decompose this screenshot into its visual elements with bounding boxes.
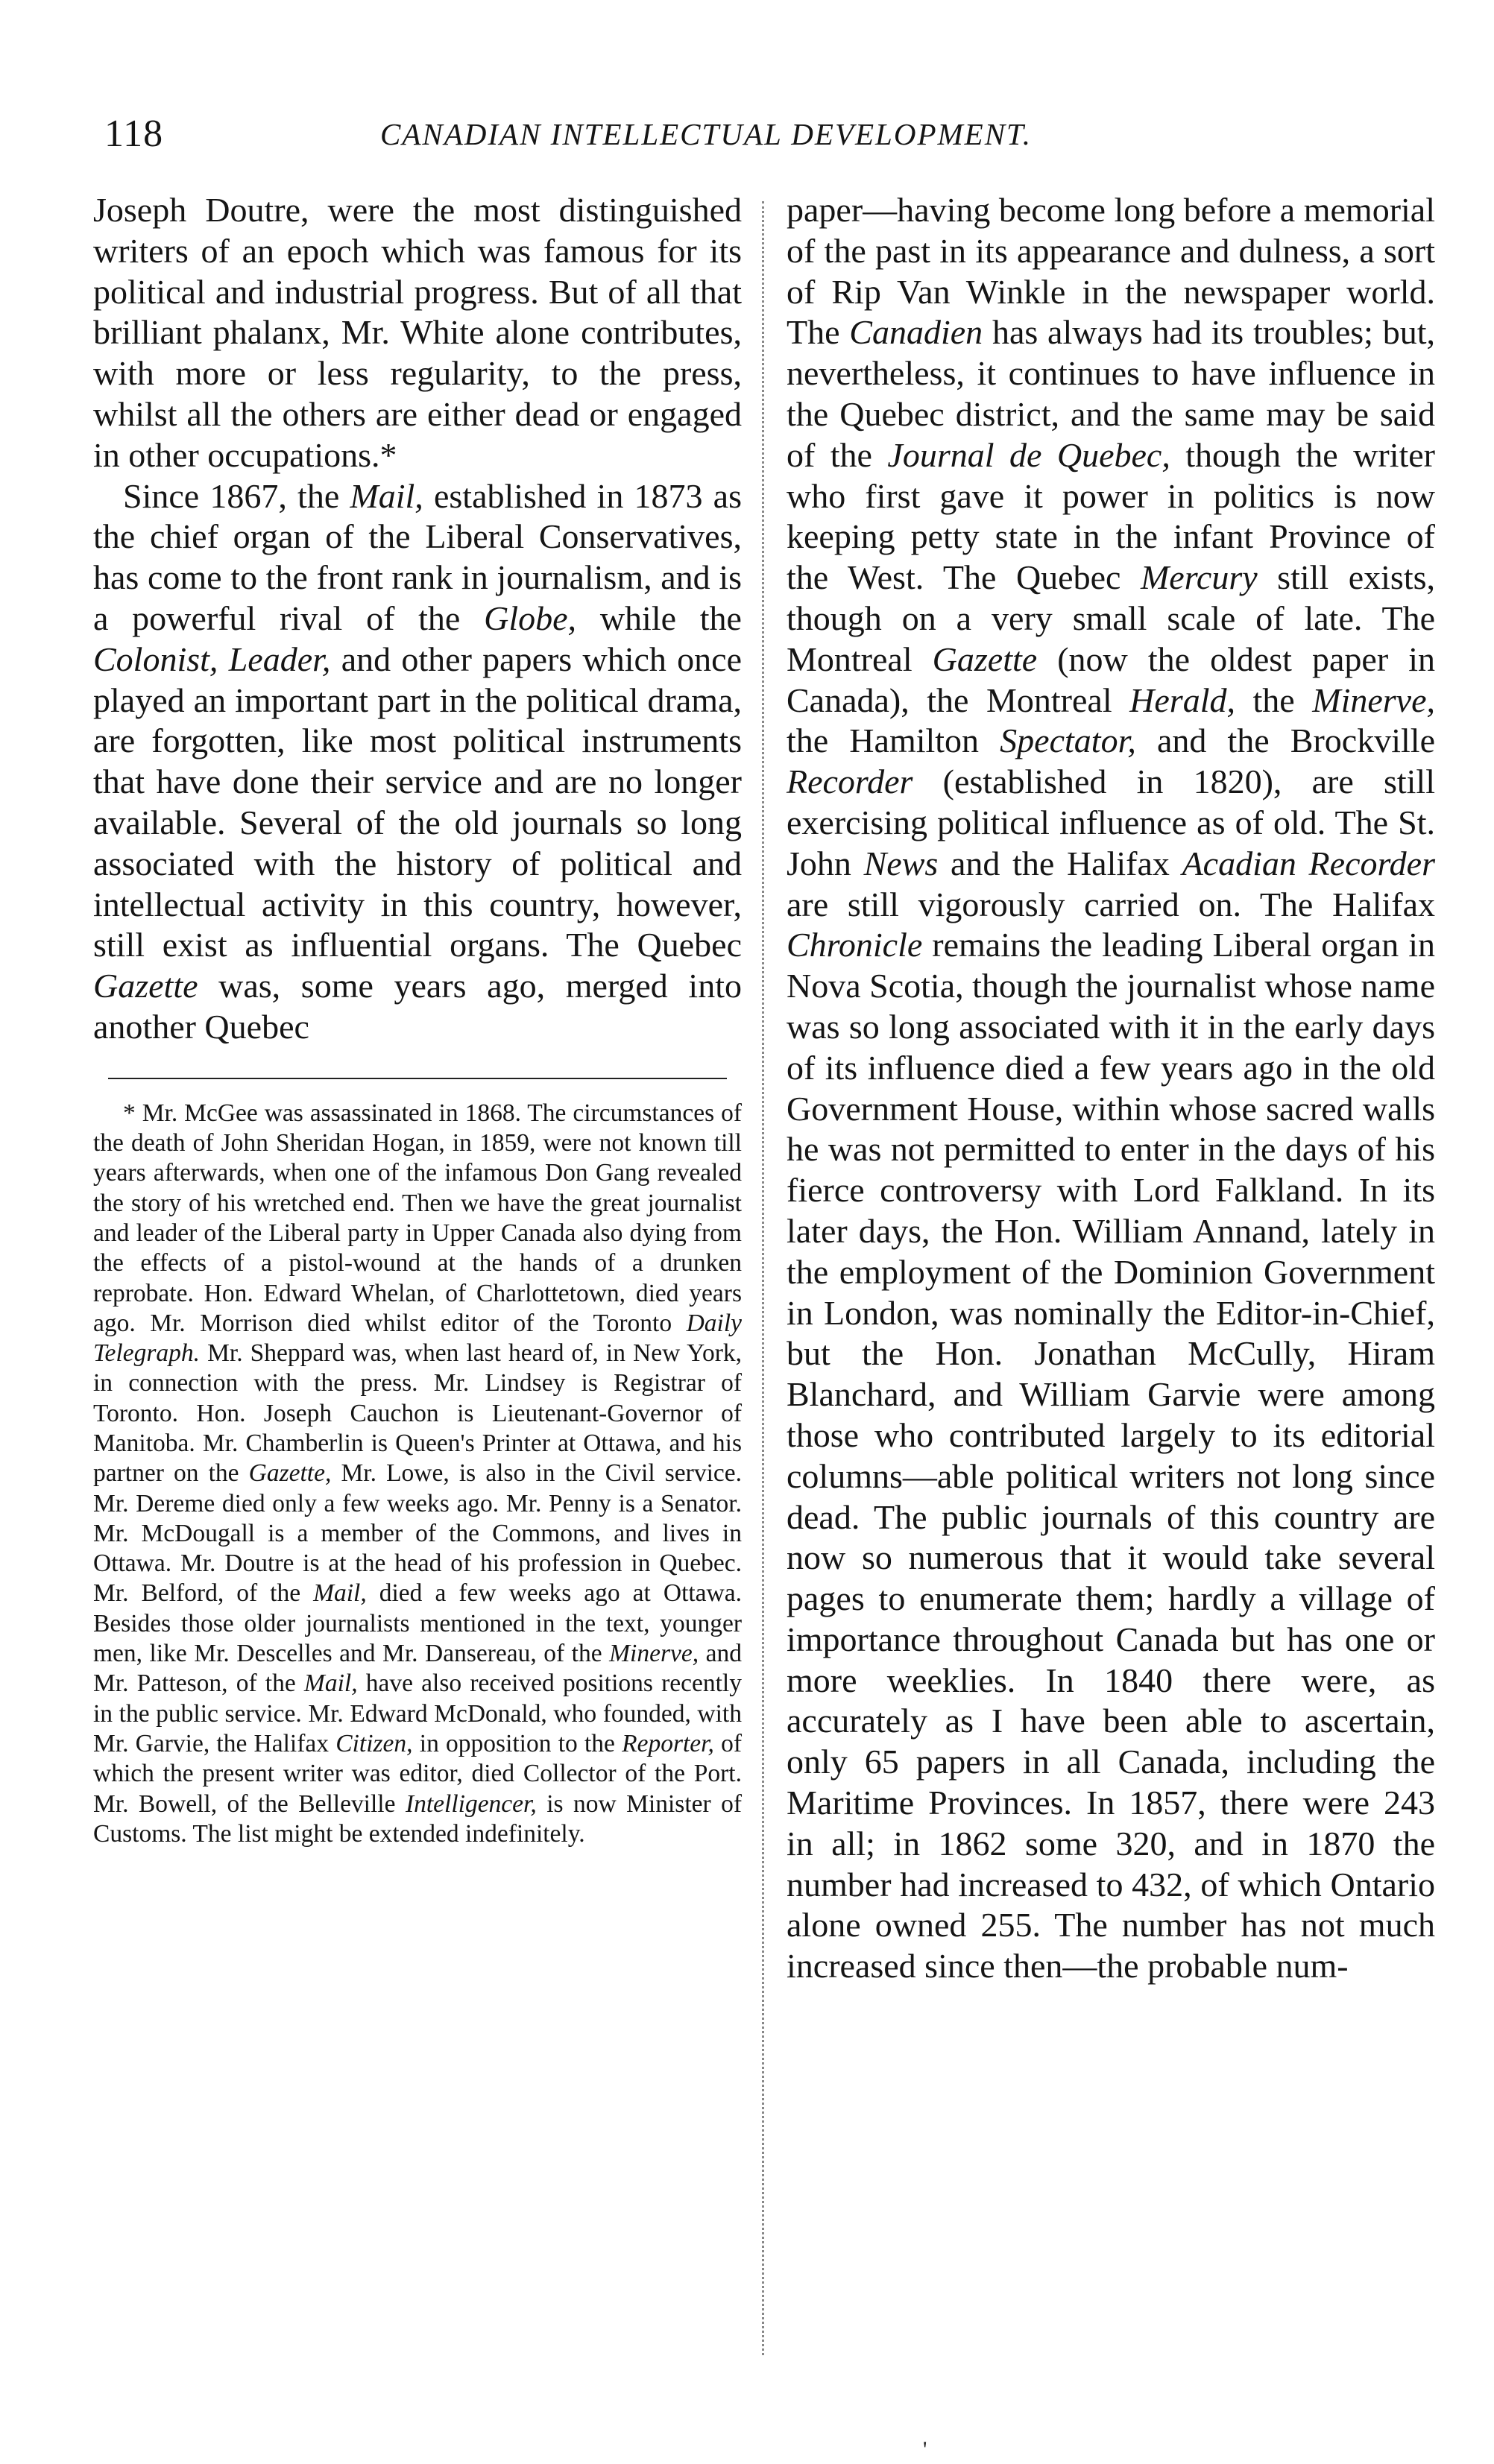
- paragraph-3: [787, 190, 1435, 1987]
- text-span: and Mr. Patteson, of the: [93, 1640, 742, 1698]
- italic-title: Citizen,: [335, 1729, 413, 1757]
- page-mark: ': [923, 2437, 927, 2462]
- footnote-rule: [108, 1078, 727, 1079]
- italic-title: Reporter,: [622, 1729, 714, 1757]
- text-span: paper—having become long before a memorial of the past in its appearance and dulness, a sort of Rip Van Winkle in the newspaper world. The: [787, 191, 1435, 352]
- text-span: (now the oldest paper in Canada), the Montreal: [787, 639, 1435, 719]
- text-span: and the Brockville: [1135, 721, 1435, 760]
- italic-title: Gazette: [932, 639, 1038, 678]
- italic-title: Gazette,: [248, 1459, 332, 1488]
- text-span: and the Halifax: [938, 844, 1182, 882]
- italic-title: Daily Telegraph.: [93, 1309, 742, 1368]
- paragraph-2: [93, 476, 742, 1048]
- italic-title: Minerve,: [609, 1640, 699, 1668]
- italic-title: News: [863, 844, 939, 882]
- text-span: * Mr. McGee was assassinated in 1868. The circumstances of the death of John Sheridan Hogan, in 1859, were not known till years afterwards, when one of the infamous Don Gang revealed the story of his wretched end. Then we have the great journalist and leader of the Liberal party in Upper Canada also dying from the effects of a pistol-wound at the hands of a drunken reprobate. Hon. Edward Whelan, of Charlottetown, died years ago. Mr. Morrison died whilst editor of the Toronto: [93, 1099, 742, 1337]
- text-span: Mr. Sheppard was, when last heard of, in New York, in connection with the press. Mr. Lindsey is Registrar of Toronto. Hon. Joseph Cauchon is Lieutenant-Governor of Manitoba. Mr. Chamberlin is Queen's Printer at Ottawa, and his partner on the: [93, 1339, 742, 1488]
- text-span: the Hamilton: [787, 721, 1000, 760]
- text-span: (established in 1820), are still exercising political influence as of old. The St. John: [787, 762, 1435, 882]
- italic-title: Minerve,: [1312, 680, 1436, 719]
- italic-title: Mail,: [313, 1579, 367, 1608]
- italic-title: Canadien: [849, 313, 983, 352]
- italic-title-colonist-leader: Colonist, Leader,: [93, 639, 331, 678]
- italic-title: Acadian Recorder: [1182, 844, 1436, 882]
- left-column: [93, 190, 742, 1849]
- text-span: has always had its troubles; but, nevertheless, it continues to have influence in the Quebec district, and the same may be said of the: [787, 313, 1435, 474]
- italic-title-mail: Mail,: [350, 476, 423, 515]
- page-header: [97, 112, 1424, 171]
- right-column: [787, 190, 1435, 1987]
- text-span: is now Minister of Customs. The list might be extended indefinitely.: [93, 1789, 743, 1848]
- footnote: [93, 1099, 742, 1849]
- text-span: though the writer who first gave it power in politics is now keeping petty state in the infant Province of the West. The Quebec: [787, 435, 1435, 597]
- text-span: are still vigorously carried on. The Halifax: [787, 885, 1435, 923]
- italic-title: Mercury: [1140, 558, 1258, 597]
- text-span: while the: [576, 598, 742, 637]
- italic-title-globe: Globe,: [484, 598, 577, 637]
- italic-title: Spectator,: [1000, 721, 1136, 760]
- running-head: CANADIAN INTELLECTUAL DEVELOPMENT.: [380, 117, 1033, 151]
- italic-title: Chronicle: [787, 926, 923, 964]
- text-span: in opposition to the: [412, 1729, 622, 1757]
- paragraph-1: Joseph Doutre, were the most distinguished writers of an epoch which was famous for its political and industrial progress. But of all that brilliant phalanx, Mr. White alone contributes, with more or less regularity, to the press, whilst all the others are either dead or engaged in other occupations.*: [93, 191, 742, 474]
- italic-title: Herald,: [1129, 680, 1235, 719]
- italic-title: Intelligencer,: [405, 1789, 537, 1818]
- text-span: Mr. Lowe, is also in the Civil service. Mr. Dereme died only a few weeks ago. Mr. Penny is a Senator. Mr. McDougall is a member of the Commons, and lives in Ottawa. Mr. Doutre is at the head of his profession in Quebec. Mr. Belford, of the: [93, 1459, 742, 1608]
- italic-title: Mail,: [303, 1669, 358, 1698]
- italic-title-gazette: Gazette: [93, 967, 198, 1005]
- footnote-text: [93, 1099, 742, 1849]
- text-span: died a few weeks ago at Ottawa. Besides those older journalists mentioned in the text, younger men, like Mr. Descelles and Mr. Dansereau, of the: [93, 1579, 742, 1668]
- column-divider: [762, 201, 764, 2355]
- text-span: of which the present writer was editor, died Collector of the Port. Mr. Bowell, of the Belleville: [93, 1729, 742, 1818]
- text-span: remains the leading Liberal organ in Nova Scotia, though the journalist whose name was so long associated with it in the early days of its influence died a few years ago in the old Government House, within whose sacred walls he was not permitted to enter in the days of his fierce controversy with Lord Falkland. In its later days, the Hon. William Annand, lately in the employment of the Dominion Government in London, was nominally the Editor-in-Chief, but the Hon. Jonathan McCully, Hiram Blanchard, and William Garvie were among those who contributed largely to its editorial columns—able political writers not long since dead. The public journals of this country are now so numerous that it would take several pages to enumerate them; hardly a village of importance throughout Canada but has one or more weeklies. In 1840 there were, as accurately as I have been able to ascertain, only 65 papers in all Canada, including the Maritime Provinces. In 1857, there were 243 in all; in 1862 some 320, and in 1870 the number had increased to 432, of which Ontario alone owned 255. The number has not much increased since then—the probable num-: [787, 926, 1436, 1986]
- text-span: the: [1235, 680, 1313, 719]
- text-span: established in 1873 as the chief organ of the Liberal Conservatives, has come to the front rank in journalism, and is a powerful rival of the: [93, 476, 742, 637]
- page-number: 118: [104, 113, 164, 155]
- text-span: have also received positions recently in the public service. Mr. Edward McDonald, who founded, with Mr. Garvie, the Halifax: [93, 1669, 742, 1757]
- text-span: Since 1867, the: [123, 476, 350, 515]
- italic-title: Recorder: [787, 762, 913, 801]
- text-span: and other papers which once played an important part in the political drama, are forgotten, like most political instruments that have done their service and are no longer available. Several of the old journals so long associated with the history of political and intellectual activity in this country, however, still exist as influential organs. The Quebec: [93, 639, 742, 964]
- italic-title: Journal de Quebec,: [887, 435, 1170, 474]
- text-span: was, some years ago, merged into another Quebec: [93, 967, 742, 1046]
- text-span: still exists, though on a very small scale of late. The Montreal: [787, 558, 1435, 678]
